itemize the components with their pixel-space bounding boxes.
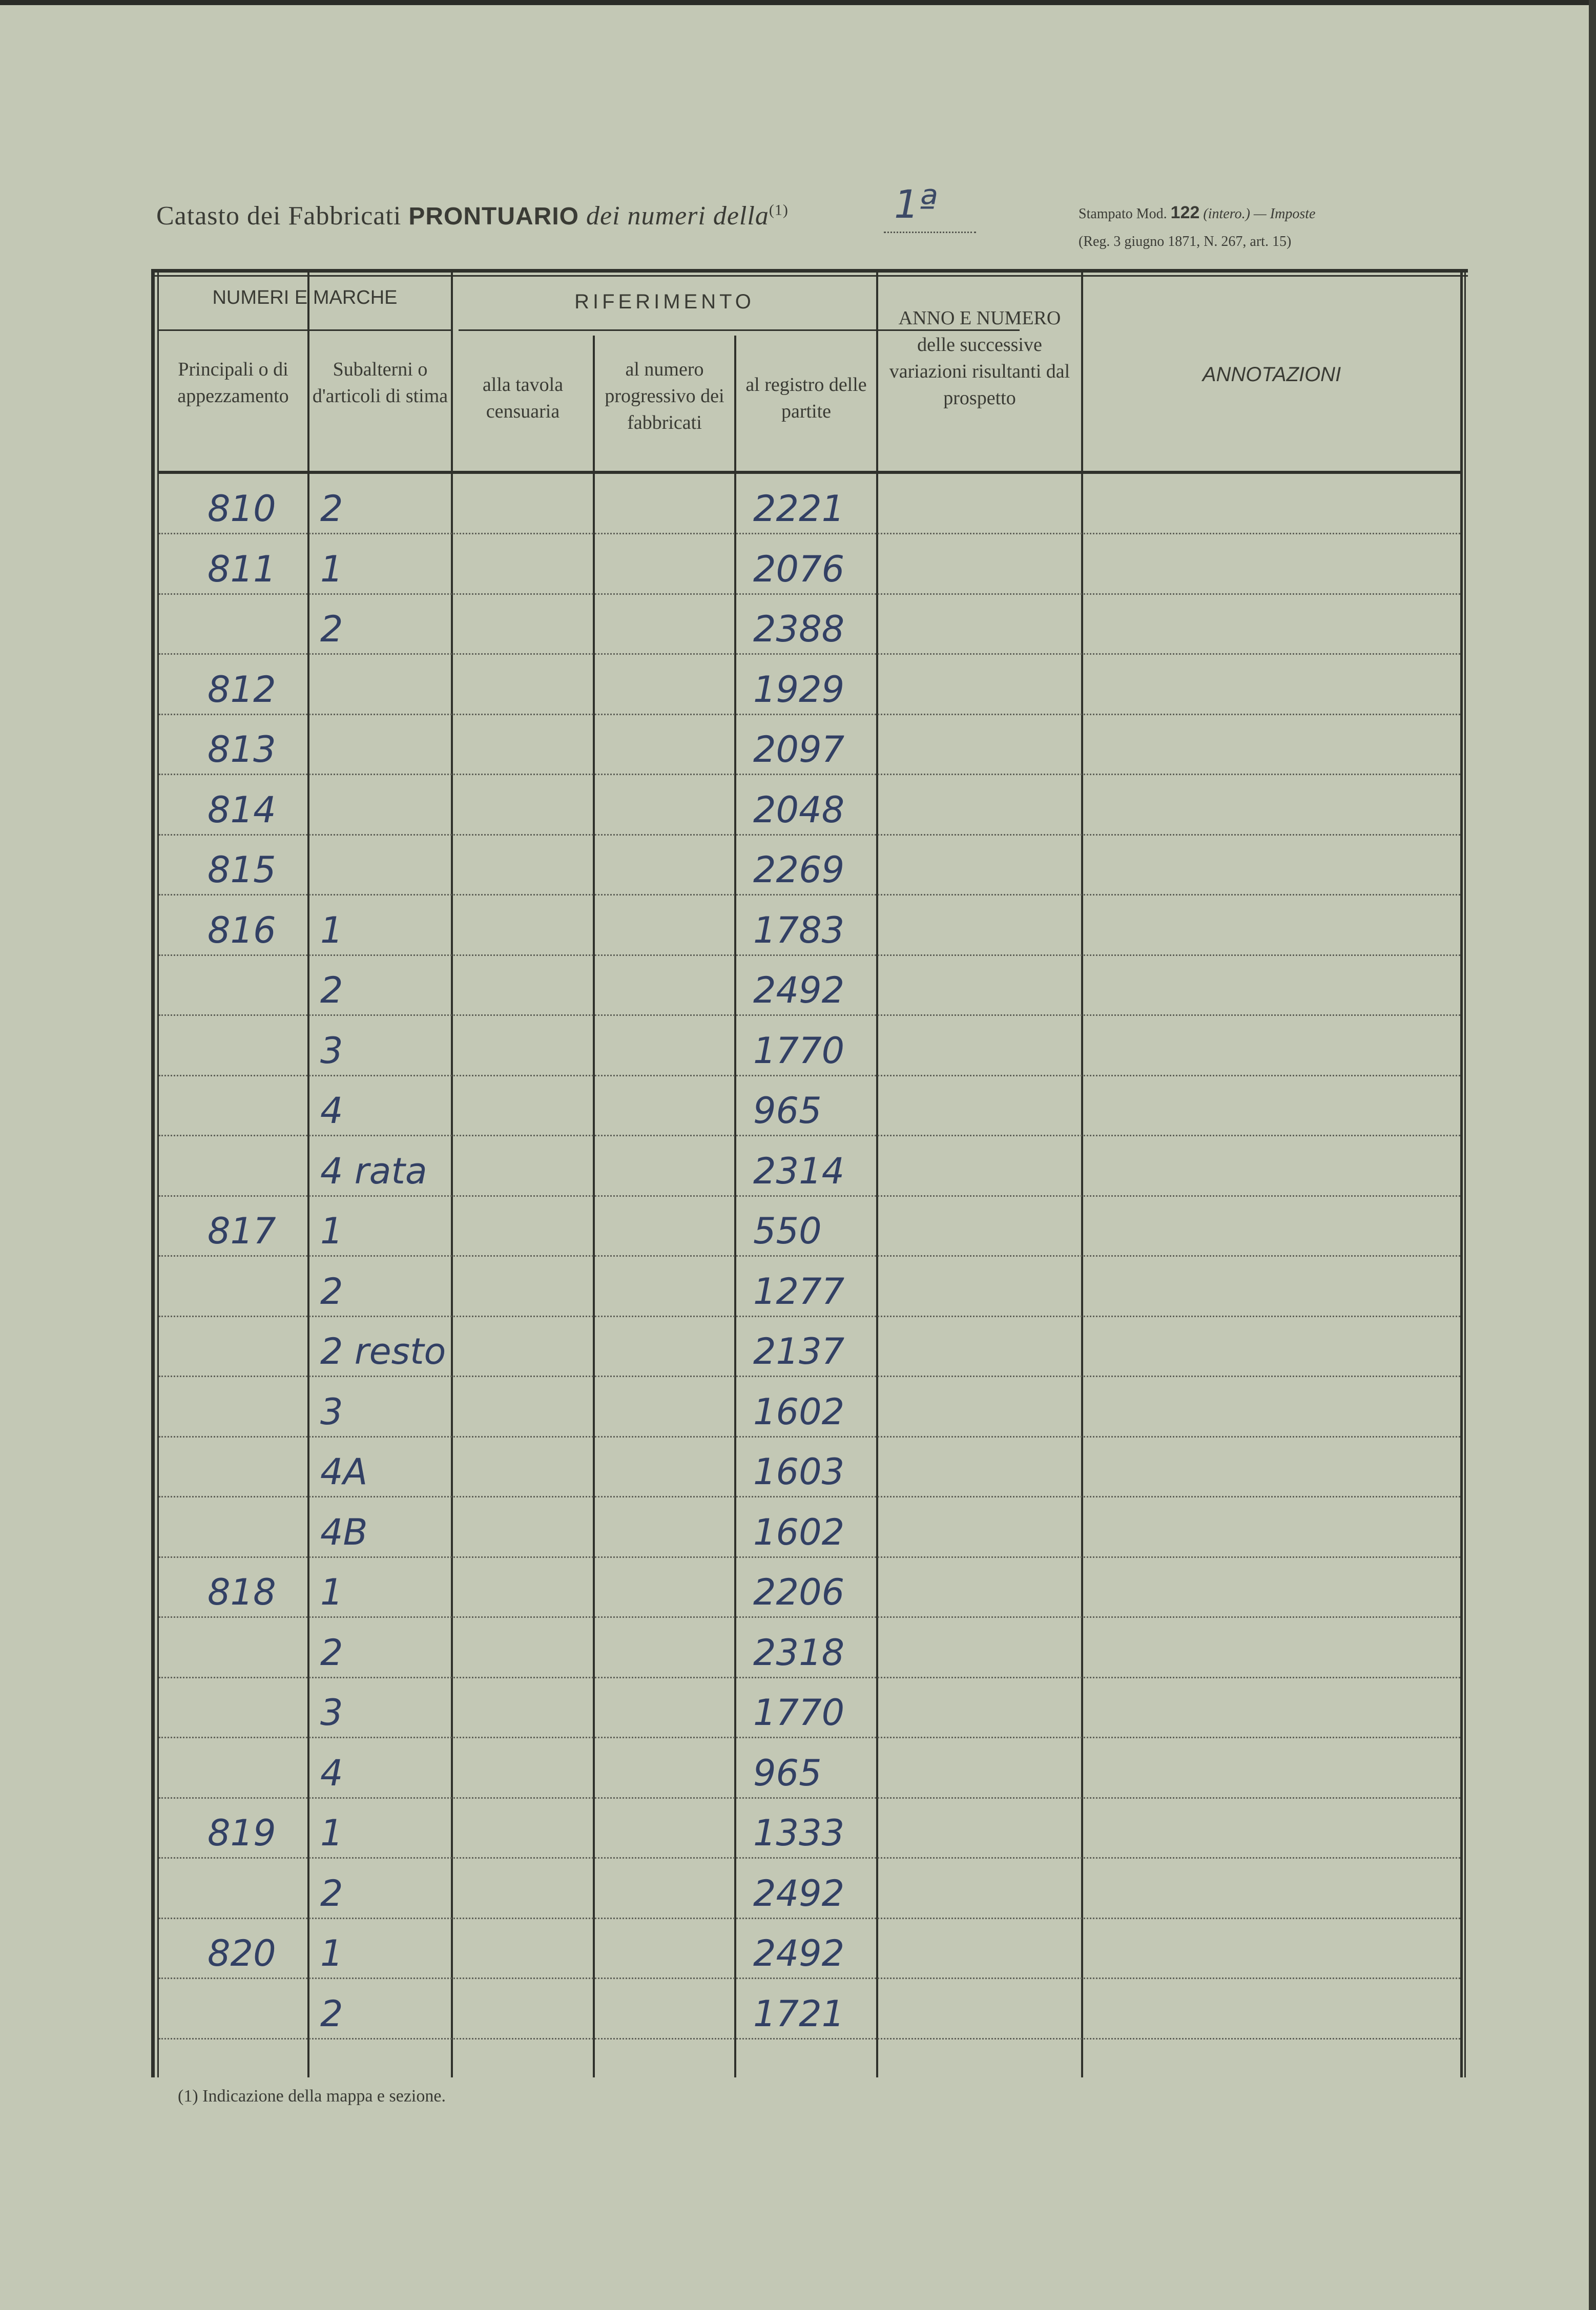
table-row	[159, 593, 1460, 595]
table-row	[159, 1797, 1460, 1799]
section-handwritten: 1ª	[894, 181, 938, 227]
principale-cell: 814	[208, 788, 276, 831]
table-row	[159, 1737, 1460, 1738]
table-row	[159, 1075, 1460, 1076]
partita-cell: 1602	[753, 1511, 845, 1553]
partita-cell: 1603	[753, 1451, 845, 1493]
subalterno-cell: 2	[320, 1992, 343, 2035]
table-row	[159, 533, 1460, 534]
title-prefix: Catasto dei Fabbricati	[156, 201, 402, 231]
subalterno-cell: 4B	[320, 1511, 368, 1553]
table-row	[159, 1857, 1460, 1859]
table-row	[159, 1135, 1460, 1136]
partita-cell: 550	[753, 1210, 822, 1252]
principale-cell: 811	[208, 548, 276, 590]
partita-cell: 1770	[753, 1692, 845, 1734]
header-tavola: alla tavola censuaria	[482, 374, 564, 422]
left-border-inner	[157, 269, 159, 2077]
partita-cell: 965	[753, 1090, 822, 1132]
table-row	[159, 1255, 1460, 1257]
col-divider-3	[593, 336, 595, 2077]
table-top-border-inner	[151, 275, 1468, 277]
principale-cell: 815	[208, 849, 276, 891]
partita-cell: 2388	[753, 608, 845, 650]
table-row	[159, 774, 1460, 775]
principale-cell: 813	[208, 729, 276, 771]
partita-cell: 2492	[753, 969, 845, 1011]
subalterno-cell: 2	[320, 1270, 343, 1313]
page-title	[156, 201, 789, 231]
header-variazioni: ANNO E NUMERO delle successive variazioni risultanti dal prospetto	[889, 307, 1070, 409]
section-field	[884, 181, 976, 233]
table-row	[159, 1376, 1460, 1377]
header-subalterni: Subalterni o d'articoli di stima	[312, 359, 448, 407]
subalterno-cell: 3	[320, 1692, 343, 1734]
table-row	[159, 1014, 1460, 1016]
table-row	[159, 714, 1460, 715]
partita-cell: 1929	[753, 668, 845, 711]
subalterno-cell: 4A	[320, 1451, 368, 1493]
subalterno-cell: 3	[320, 1029, 343, 1072]
col-divider-6	[1081, 269, 1083, 2077]
header-principali: Principali o di appezzamento	[177, 359, 289, 407]
partita-cell: 2221	[753, 488, 845, 530]
partita-cell: 2137	[753, 1330, 845, 1372]
header-progressivo: al numero progressivo dei fabbricati	[605, 359, 724, 433]
stamp-prefix: Stampato Mod.	[1079, 206, 1167, 222]
partita-cell: 965	[753, 1752, 822, 1794]
partita-cell: 2048	[753, 788, 845, 831]
principale-cell: 816	[208, 909, 276, 951]
partita-cell: 2206	[753, 1571, 845, 1613]
header-bottom-rule	[159, 471, 1460, 474]
print-stamp	[1079, 199, 1315, 256]
subalterno-cell: 3	[320, 1390, 343, 1433]
principale-cell: 818	[208, 1571, 276, 1613]
subalterno-cell: 4	[320, 1752, 343, 1794]
partita-cell: 2269	[753, 849, 845, 891]
table-row	[159, 1677, 1460, 1678]
title-bold: PRONTUARIO	[408, 203, 579, 230]
partita-cell: 2318	[753, 1631, 845, 1674]
subalterno-cell: 4 rata	[320, 1150, 427, 1192]
principale-cell: 812	[208, 668, 276, 711]
stamp-line-1	[1079, 199, 1315, 228]
partita-cell: 1770	[753, 1029, 845, 1072]
subalterno-cell: 1	[320, 548, 343, 590]
principale-cell: 820	[208, 1932, 276, 1974]
subalterno-cell: 1	[320, 1812, 343, 1854]
subalterno-cell: 1	[320, 1210, 343, 1252]
partita-cell: 1333	[753, 1812, 845, 1854]
scan-right-edge	[1589, 0, 1596, 2310]
subalterno-cell: 2	[320, 488, 343, 530]
register-table	[151, 269, 1468, 2077]
principale-cell: 810	[208, 488, 276, 530]
subalterno-cell: 1	[320, 1932, 343, 1974]
subalterno-cell: 2	[320, 1631, 343, 1674]
left-border	[151, 269, 155, 2077]
subalterno-cell: 1	[320, 1571, 343, 1613]
table-row	[159, 834, 1460, 836]
partita-cell: 2492	[753, 1872, 845, 1914]
table-row	[159, 1436, 1460, 1438]
numeri-group-rule	[159, 329, 451, 331]
right-border-outer	[1464, 269, 1466, 2077]
table-row	[159, 954, 1460, 956]
header-registro: al registro delle partite	[745, 374, 867, 422]
partita-cell: 2492	[753, 1932, 845, 1974]
table-row	[159, 2038, 1460, 2040]
partita-cell: 2314	[753, 1150, 845, 1192]
stamp-suffix: (intero.) — Imposte	[1203, 206, 1316, 222]
subalterno-cell: 2	[320, 969, 343, 1011]
partita-cell: 1602	[753, 1390, 845, 1433]
subalterno-cell: 2 resto	[320, 1330, 446, 1372]
table-row	[159, 1616, 1460, 1618]
table-row	[159, 1316, 1460, 1317]
title-italic: dei numeri della	[586, 201, 769, 231]
partita-cell: 2097	[753, 729, 845, 771]
subalterno-cell: 2	[320, 608, 343, 650]
header-annotazioni: ANNOTAZIONI	[1202, 363, 1341, 386]
table-row	[159, 1978, 1460, 1979]
partita-cell: 1721	[753, 1992, 845, 2035]
subalterno-cell: 1	[320, 909, 343, 951]
table-row	[159, 1496, 1460, 1497]
header-numeri-marche: NUMERI E MARCHE	[212, 287, 398, 308]
partita-cell: 1783	[753, 909, 845, 951]
table-row	[159, 1556, 1460, 1558]
table-row	[159, 1918, 1460, 1919]
right-border	[1460, 269, 1463, 2077]
table-row	[159, 1195, 1460, 1197]
principale-cell: 819	[208, 1812, 276, 1854]
table-top-border	[151, 269, 1468, 273]
header-riferimento: RIFERIMENTO	[574, 290, 755, 313]
stamp-model: 122	[1170, 203, 1200, 222]
title-footnote-mark: (1)	[769, 201, 789, 219]
stamp-line-2: (Reg. 3 giugno 1871, N. 267, art. 15)	[1079, 234, 1292, 249]
col-divider-5	[876, 269, 878, 2077]
footnote: (1) Indicazione della mappa e sezione.	[178, 2087, 446, 2106]
table-row	[159, 653, 1460, 655]
col-divider-1	[307, 269, 309, 2077]
col-divider-4	[734, 336, 736, 2077]
principale-cell: 817	[208, 1210, 276, 1252]
subalterno-cell: 4	[320, 1090, 343, 1132]
subalterno-cell: 2	[320, 1872, 343, 1914]
partita-cell: 1277	[753, 1270, 845, 1313]
col-divider-2	[451, 269, 453, 2077]
table-row	[159, 894, 1460, 896]
partita-cell: 2076	[753, 548, 845, 590]
scan-top-edge	[0, 0, 1596, 5]
